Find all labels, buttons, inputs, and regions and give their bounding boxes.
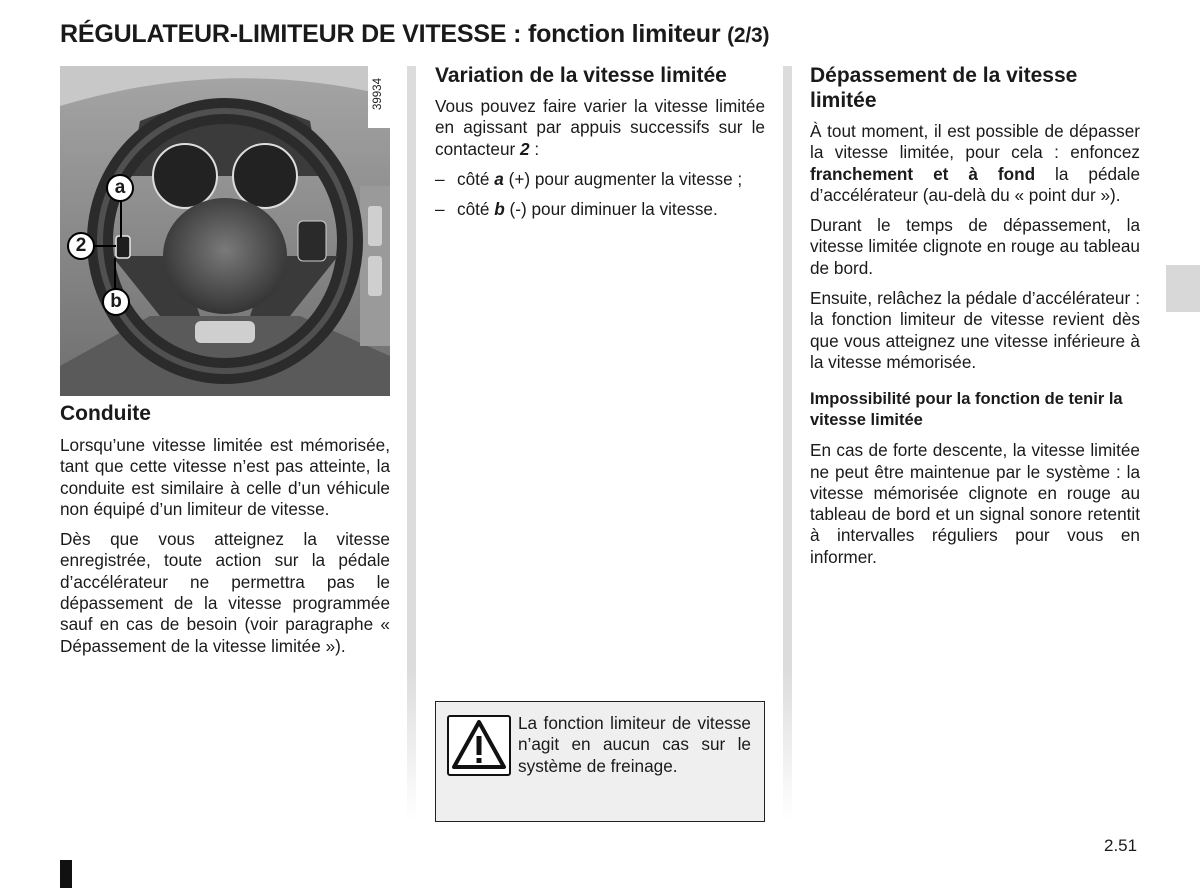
warning-box: [435, 701, 765, 822]
item-prefix: côté: [457, 168, 495, 189]
steering-wheel-illustration: [60, 66, 390, 396]
paragraph-depassement-2: Durant le temps de dépassement, la vitesse limitée clignote en rouge au tableau de bord.: [810, 215, 1140, 278]
p1-text-a: À tout moment, il est possible de dépasser la vitesse limitée, pour cela : enfoncez: [810, 121, 1140, 163]
p1-bold: franchement et à fond: [810, 163, 1036, 184]
list-item-decrease: [457, 199, 765, 220]
warning-triangle-icon: [447, 715, 511, 776]
dash-marker: –: [435, 168, 445, 189]
column-separator: [407, 66, 416, 820]
paragraph-conduite-1: Lorsqu’une vitesse limitée est mémorisée, tant que cette vitesse n’est pas atteinte, la conduite est similaire à celle d’un véhicule non équipé d’un limiteur de vitesse.: [60, 435, 390, 519]
column-separator: [783, 66, 792, 820]
item-text: (-) pour diminuer la vitesse.: [504, 199, 718, 220]
paragraph-depassement-3: Ensuite, relâchez la pédale d’accélérateur : la fonction limiteur de vitesse revient dès que vous atteignez une vitesse inférieure à la vitesse mémorisée.: [810, 288, 1140, 372]
p1-text-c: la pédale d’accélérateur (au-delà du « point dur »).: [810, 163, 1140, 205]
intro-text: Vous pouvez faire varier la vitesse limitée en agissant par appuis successifs sur le contacteur: [435, 96, 765, 159]
page-number: 2.51: [1104, 836, 1138, 855]
column-depassement: [810, 63, 1140, 577]
item-text: (+) pour augmenter la vitesse ;: [503, 168, 743, 189]
page-title: [60, 18, 1160, 52]
list-item-increase: [457, 169, 765, 190]
corner-marker: [60, 860, 72, 888]
paragraph-depassement-1: [810, 121, 1140, 206]
item-ref-b: b: [494, 199, 505, 220]
figure-code: 39934: [372, 78, 384, 110]
contactor-ref: 2: [520, 138, 530, 159]
figure-label-b: b: [102, 288, 130, 316]
heading-variation: Variation de la vitesse limitée: [435, 64, 727, 87]
intro-colon: :: [529, 138, 540, 159]
paragraph-variation-intro: [435, 96, 765, 160]
page-title-text: RÉGULATEUR-LIMITEUR DE VITESSE : fonction limiteur: [60, 20, 721, 48]
list-item: [435, 199, 765, 220]
paragraph-impossibilite: En cas de forte descente, la vitesse limitée ne peut être maintenue par le système : la vitesse mémorisée clignote en rouge au tableau de bord et un signal sonore retentit à intervalles réguliers pour vous en informer.: [810, 440, 1140, 567]
dash-marker: –: [435, 199, 445, 220]
item-prefix: côté: [457, 199, 495, 220]
warning-text: La fonction limiteur de vitesse n’agit en aucun cas sur le système de freinage.: [518, 713, 751, 776]
figure-label-2: 2: [67, 232, 95, 260]
figure-label-a: a: [106, 174, 134, 202]
column-variation: [435, 63, 765, 229]
steering-wheel-drawing: [60, 66, 390, 396]
column-conduite: [60, 401, 390, 666]
list-item: [435, 169, 765, 190]
heading-conduite: Conduite: [60, 402, 151, 425]
item-ref-a: a: [494, 168, 504, 189]
page-part-indicator: (2/3): [727, 24, 770, 47]
subheading-impossibilite: Impossibilité pour la fonction de tenir la vitesse limitée: [810, 390, 1123, 430]
heading-depassement: Dépassement de la vitesse limitée: [810, 64, 1078, 112]
paragraph-conduite-2: Dès que vous atteignez la vitesse enregistrée, toute action sur la pédale d’accélérateur ne permettra pas le dépassement de la vitesse programmée sauf en cas de besoin (voir paragraphe « Dépassement de la vitesse limitée »).: [60, 529, 390, 656]
section-side-tab: [1166, 265, 1200, 312]
